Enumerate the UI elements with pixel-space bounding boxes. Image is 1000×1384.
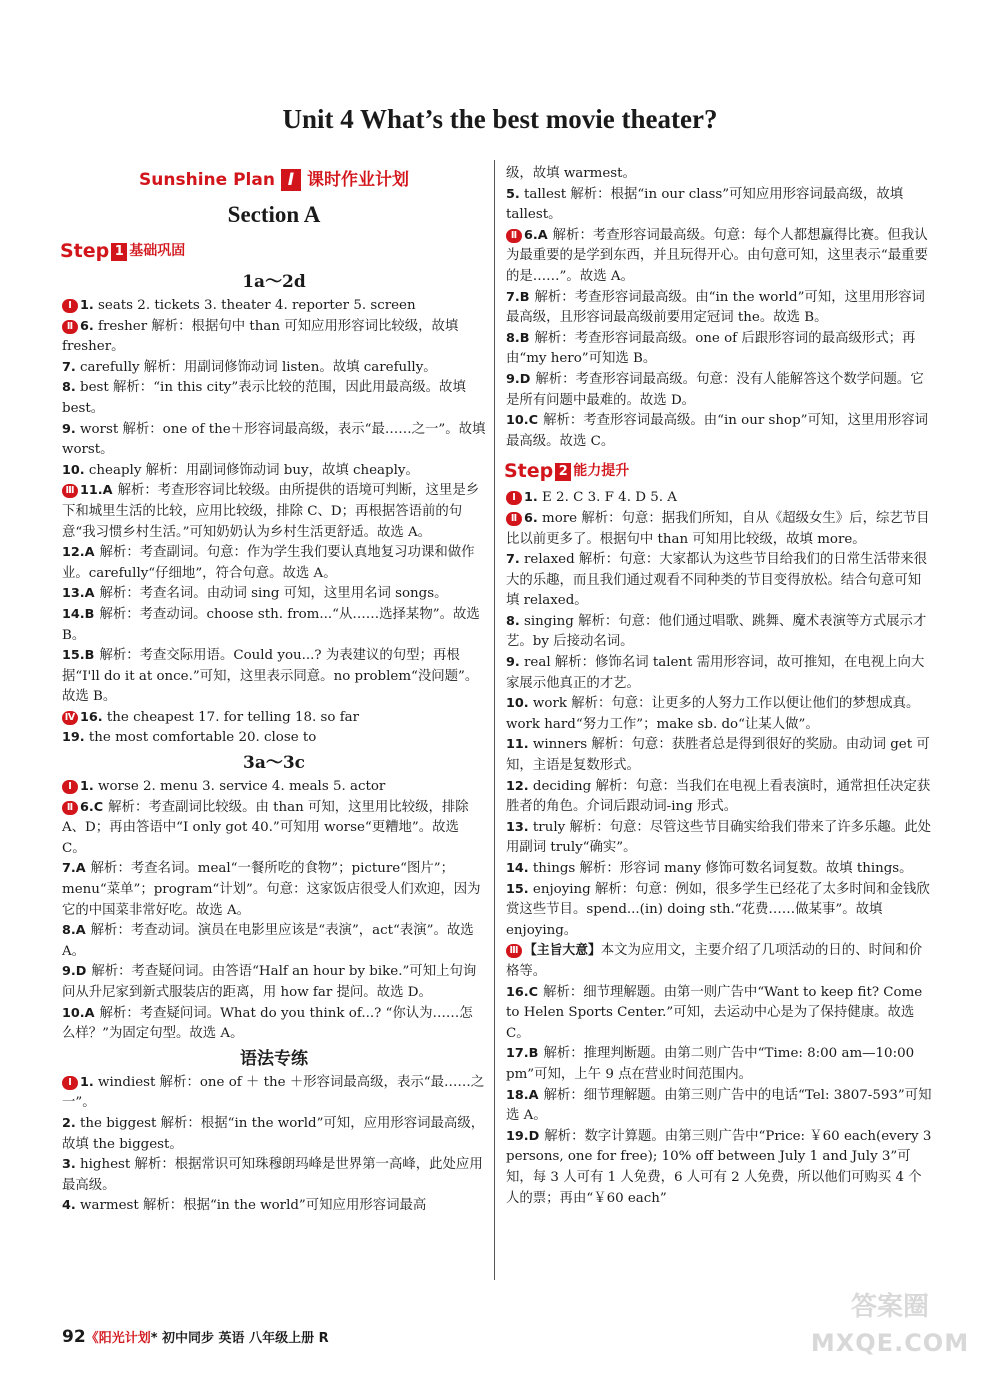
- item-text: 解析：考查名词。由动词 sing 可知，这里用名词 songs。: [99, 586, 448, 602]
- answer-item: [506, 509, 934, 550]
- item-text: 解析：考查形容词最高级。由“in the world”可知，这里用形容词最高级，且形容词最高级前要用定冠词 the。故选 B。: [506, 289, 925, 326]
- footer-brand: 阳光计划: [98, 1331, 151, 1346]
- answer-item: [62, 317, 486, 358]
- item-number: 13.: [62, 586, 85, 602]
- item-number: 9.: [62, 964, 76, 980]
- item-number: 11.: [506, 737, 529, 753]
- answer-item: [506, 859, 934, 880]
- item-text: the cheapest 17. for telling 18. so far: [102, 709, 360, 725]
- answer-item: [62, 420, 486, 461]
- item-number: 10.: [62, 462, 85, 478]
- answer-item: [62, 358, 486, 379]
- item-text: 本文为应用文，主要介绍了几项活动的日的、时间和价格等。: [506, 943, 923, 979]
- answer-key: A: [75, 923, 86, 939]
- item-number: 17.: [506, 1046, 529, 1062]
- answer-item: [506, 1127, 934, 1209]
- step-label: 能力提升: [573, 463, 630, 480]
- item-text: 解析：考查形容词最高级。one of 后跟形容词的最高级形式；再由“my hero”可知选 B。: [506, 330, 916, 367]
- item-number: 16.: [80, 709, 103, 725]
- item-text: fresher 解析：根据句中 than 可知应用形容词比较级，故填 fresher。: [62, 318, 459, 355]
- item-number: 6.: [80, 799, 94, 815]
- item-text: 解析：考查副词。句意：作为学生我们要认真地复习功课和做作业。carefully“仔细地”，符合句意。故选 A。: [62, 545, 475, 581]
- item-number: 14.: [62, 606, 85, 622]
- answer-key: B: [84, 606, 95, 622]
- answer-item: [62, 728, 486, 749]
- answer-item: [62, 543, 486, 584]
- step-word: Step: [60, 240, 110, 262]
- answer-item: [506, 370, 934, 411]
- item-number: 10.: [506, 696, 529, 712]
- answer-item: [62, 777, 486, 798]
- step-word: Step: [504, 460, 554, 483]
- item-number: 12.: [506, 778, 529, 794]
- item-number: 6.: [524, 227, 538, 243]
- answer-item: [62, 708, 486, 729]
- answer-key: D: [528, 1128, 540, 1144]
- answer-key: A: [537, 227, 548, 243]
- item-text: relaxed 解析：句意：大家都认为这些节目给我们的日常生活带来很大的乐趣，而且我们通过观看不同种类的节目变得放松。结合句意可知填 relaxed。: [506, 552, 928, 609]
- answer-key: B: [84, 648, 95, 664]
- left-column: [62, 164, 486, 1217]
- chevron-icon: 《: [85, 1331, 99, 1346]
- item-text: 解析：考查形容词最高级。由“in our shop”可知，这里用形容词最高级。故选 C。: [506, 413, 928, 449]
- answer-item: [506, 612, 934, 653]
- page-title: Unit 4 What’s the best movie theater?: [282, 104, 718, 134]
- watermark-url: MXQE.COM: [810, 1329, 970, 1357]
- item-text: warmest 解析：根据“in the world”可知应用形容词最高: [75, 1198, 427, 1214]
- part-badge: Ⅰ: [506, 491, 522, 505]
- answer-key: C: [93, 799, 104, 815]
- item-text: the most comfortable 20. close to: [84, 730, 317, 746]
- subsection-heading: 3a～3c: [242, 753, 306, 774]
- answer-item: [506, 818, 934, 859]
- answer-item: [62, 859, 486, 921]
- step-header: [60, 236, 486, 266]
- answer-item: [62, 605, 486, 646]
- plan-header-label: 课时作业计划: [306, 170, 409, 190]
- answer-item: [506, 226, 934, 288]
- item-text: 级，故填 warmest。: [506, 166, 636, 181]
- item-text: singing 解析：句意：他们通过唱歌、跳舞、魔术表演等方式展示才艺。by 后接动名词。: [506, 613, 927, 650]
- item-text: 解析：考查动词。演员在电影里应该是“表演”，act“表演”。故选 A。: [62, 923, 474, 959]
- item-number: 19.: [62, 730, 85, 746]
- part-badge: Ⅰ: [62, 299, 78, 313]
- item-text: more 解析：句意：据我们所知，自从《超级女生》后，综艺节目比以前更多了。根据句中 than 可知用比较级，故填 more。: [506, 510, 930, 547]
- part-badge: Ⅱ: [506, 512, 522, 526]
- answer-item: [506, 694, 934, 735]
- answer-item: [62, 1155, 486, 1196]
- item-number: 15.: [506, 881, 529, 897]
- answer-item: [506, 411, 934, 452]
- answer-item: [506, 941, 934, 982]
- watermark: [800, 1278, 980, 1378]
- part-badge: Ⅲ: [62, 484, 78, 498]
- item-text: 解析：考查副词比较级。由 than 可知，这里用比较级，排除 A、D；再由答语中“I only got 40.”可知用 worse“更糟地”。故选 C。: [62, 799, 469, 856]
- item-text: 解析：考查名词。meal“一餐所吃的食物”；picture“图片”；menu“菜单”；program“计划”。句意：这家饭店很受人们欢迎，因为它的中国菜非常好吃。故选 A。: [62, 861, 481, 918]
- footer-book-info: * 初中同步 英语 八年级上册 R: [150, 1331, 329, 1346]
- item-text: 解析：考查交际用语。Could you...? 为表建议的句型；再根据“I'll do it at once.”可知，这里表示同意。no problem“没问题”。故选 B。: [62, 648, 479, 705]
- answer-item: [506, 550, 934, 612]
- item-text: real 解析：修饰名词 talent 需用形容词，故可推知，在电视上向大家展示他真正的才艺。: [506, 655, 925, 691]
- item-text: deciding 解析：句意：当我们在电视上看表演时，通常担任决定获胜者的角色。介词后跟动词-ing 形式。: [506, 778, 931, 815]
- answer-item: [62, 1196, 486, 1217]
- answer-key: B: [528, 1046, 539, 1062]
- item-text: E 2. C 3. F 4. D 5. A: [537, 490, 677, 506]
- answer-key: A: [84, 586, 95, 602]
- item-number: 1.: [524, 490, 538, 506]
- item-text: things 解析：形容词 many 修饰可数名词复数。故填 things。: [528, 861, 913, 876]
- left-content: [62, 236, 486, 1217]
- part-badge: Ⅰ: [62, 780, 78, 794]
- plan-header-brand: Sunshine Plan: [139, 170, 275, 190]
- item-number: 1.: [80, 298, 94, 313]
- item-number: 10.: [62, 1005, 85, 1021]
- plan-header-box: I: [281, 169, 301, 191]
- item-text: winners 解析：句意：获胜者总是得到很好的奖励。由动词 get 可知，主语是复数形式。: [506, 737, 930, 774]
- part-badge: Ⅱ: [62, 801, 78, 815]
- item-number: 10.: [506, 413, 529, 429]
- plan-header: [62, 164, 486, 196]
- item-text: 解析：考查形容词最高级。句意：没有人能解答这个数学问题。它是所有问题中最难的。故选 D。: [506, 371, 924, 408]
- answer-key: A: [84, 1005, 95, 1021]
- item-number: 11.: [80, 483, 103, 499]
- item-text: 解析：细节理解题。由第一则广告中“Want to keep fit? Come to Helen Sports Center.”可知，去运动中心是为了保持健康。故选 C。: [506, 984, 923, 1041]
- part-badge: Ⅳ: [62, 711, 78, 725]
- item-text: truly 解析：句意：尽管这些节目确实给我们带来了许多乐趣。此处用副词 truly“确实”。: [506, 819, 931, 856]
- item-text: 解析：考查疑问词。What do you think of...? “你认为……怎么样？”为固定句型。故选 A。: [62, 1005, 473, 1042]
- answer-item: [62, 646, 486, 708]
- answer-item: [62, 481, 486, 543]
- column-divider: [494, 160, 495, 1280]
- item-text: best 解析：“in this city”表示比较的范围，因此用最高级。故填 best。: [62, 380, 466, 416]
- item-number: 7.: [62, 359, 76, 375]
- answer-item: [62, 584, 486, 605]
- item-number: 6.: [80, 318, 94, 334]
- answer-key: A: [528, 1087, 539, 1103]
- item-text: highest 解析：根据常识可知珠穆朗玛峰是世界第一高峰，此处应用最高级。: [62, 1157, 483, 1193]
- item-number: 14.: [506, 861, 529, 876]
- answer-item: [506, 1044, 934, 1085]
- answer-item: [62, 1073, 486, 1114]
- watermark-text: 答案圈: [850, 1292, 929, 1322]
- step-number: 2: [555, 463, 571, 481]
- answer-key: A: [84, 545, 95, 561]
- part-badge: Ⅱ: [62, 320, 78, 334]
- step-label: 基础巩固: [129, 243, 186, 259]
- item-text: carefully 解析：用副词修饰动词 listen。故填 carefully。: [75, 359, 437, 375]
- answer-key: D: [519, 371, 531, 387]
- item-number: 3.: [62, 1157, 76, 1173]
- item-number: 13.: [506, 819, 529, 835]
- item-number: 4.: [62, 1198, 76, 1214]
- item-text: the biggest 解析：根据“in the world”可知，应用形容词最高级，故填 the biggest。: [62, 1115, 485, 1152]
- item-number: 1.: [80, 1074, 94, 1090]
- item-text: work 解析：句意：让更多的人努力工作以便让他们的梦想成真。work hard“努力工作”；make sb. do“让某人做”。: [506, 696, 920, 732]
- answer-item: [506, 488, 934, 509]
- item-number: 2.: [62, 1115, 76, 1131]
- item-number: 8.: [62, 923, 76, 939]
- item-text: worse 2. menu 3. service 4. meals 5. actor: [93, 779, 386, 795]
- item-number: 8.: [506, 613, 520, 629]
- item-text: windiest 解析：one of ＋ the ＋形容词最高级，表示“最……之一”。: [62, 1074, 485, 1111]
- item-number: 7.: [506, 289, 520, 305]
- item-number: 5.: [506, 186, 520, 202]
- step-number: 1: [111, 243, 127, 261]
- answer-key: D: [75, 964, 87, 980]
- step-header: [504, 456, 934, 486]
- item-text: 解析：考查形容词比较级。由所提供的语境可判断，这里是乡下和城里生活的比较，应用比较级，排除 C、D；再根据答语前的句意“我习惯乡村生活。”可知奶奶认为乡村生活更舒适。故选 A。: [62, 483, 480, 540]
- answer-key: A: [75, 861, 86, 877]
- answer-item: [506, 185, 934, 226]
- answer-item: [62, 1114, 486, 1155]
- section-title: Section A: [227, 202, 321, 227]
- item-number: 19.: [506, 1128, 529, 1144]
- item-text: enjoying 解析：句意：例如，很多学生已经花了太多时间和金钱欣赏这些节目。spend...(in) doing sth.“花费……做某事”。故填 enjoying。: [506, 881, 930, 938]
- item-text: 解析：考查疑问词。由答语“Half an hour by bike.”可知上句询问从升尼家到新式服装店的距离，用 how far 提问。故选 D。: [62, 964, 477, 1000]
- item-number: 1.: [80, 779, 94, 795]
- item-number: 7.: [62, 861, 76, 877]
- item-number: 【主旨大意】: [524, 943, 601, 959]
- subsection-heading: 语法专练: [240, 1048, 308, 1069]
- answer-item: [506, 329, 934, 370]
- part-badge: Ⅲ: [506, 944, 522, 958]
- item-text: seats 2. tickets 3. theater 4. reporter 5. screen: [93, 298, 416, 313]
- answer-item: [62, 962, 486, 1003]
- item-text: 解析：细节理解题。由第三则广告中的电话“Tel: 3807-593”可知选 A。: [506, 1087, 932, 1124]
- answer-key: C: [528, 413, 539, 429]
- item-text: tallest 解析：根据“in our class”可知应用形容词最高级，故填 tallest。: [506, 186, 904, 223]
- answer-item: [506, 288, 934, 329]
- item-number: 8.: [62, 380, 76, 396]
- item-number: 12.: [62, 545, 85, 561]
- item-text: cheaply 解析：用副词修饰动词 buy，故填 cheaply。: [84, 462, 419, 478]
- item-text: 解析：考查形容词最高级。句意：每个人都想赢得比赛。但我认为最重要的是学到东西，并且玩得开心。由句意可知，这里表示“最重要的是……”。故选 A。: [506, 227, 928, 284]
- item-number: 8.: [506, 330, 520, 346]
- part-badge: Ⅱ: [506, 229, 522, 243]
- item-number: 9.: [506, 371, 520, 387]
- answer-item: [506, 735, 934, 776]
- answer-item: [62, 921, 486, 962]
- right-content: [506, 164, 934, 1209]
- item-number: 9.: [506, 655, 520, 671]
- answer-item: [506, 164, 934, 185]
- item-text: 解析：数字计算题。由第三则广告中“Price: ￥60 each(every 3 persons, one for free); 10% off between July 1 and July 3”可知，每 3 人可有 1 人免费，6 人可有 2 人免费，所以他们可购买 4 个人的票；再由“￥60 each”: [506, 1128, 932, 1206]
- item-text: 解析：推理判断题。由第二则广告中“Time: 8:00 am—10:00 pm”可知，上午 9 点在营业时间范围内。: [506, 1046, 915, 1082]
- answer-item: [506, 880, 934, 942]
- answer-item: [506, 983, 934, 1045]
- answer-key: C: [528, 984, 539, 1000]
- answer-item: [62, 1004, 486, 1045]
- part-badge: Ⅰ: [62, 1076, 78, 1090]
- answer-item: [62, 296, 486, 317]
- item-number: 6.: [524, 510, 538, 526]
- item-text: worst 解析：one of the＋形容词最高级，表示“最……之一”。故填 worst。: [62, 421, 486, 458]
- item-number: 9.: [62, 421, 76, 437]
- item-number: 18.: [506, 1087, 529, 1103]
- answer-key: B: [519, 330, 530, 346]
- answer-item: [506, 777, 934, 818]
- page-footer: [62, 1326, 329, 1348]
- answer-item: [62, 378, 486, 419]
- answer-key: B: [519, 289, 530, 305]
- subsection-heading: 1a～2d: [242, 272, 306, 292]
- answer-item: [62, 461, 486, 482]
- answer-item: [506, 1086, 934, 1127]
- answer-key: A: [102, 483, 113, 499]
- answer-item: [62, 798, 486, 860]
- item-number: 16.: [506, 984, 529, 1000]
- item-number: 15.: [62, 648, 85, 664]
- item-text: 解析：考查动词。choose sth. from...“从……选择某物”。故选 B。: [62, 606, 480, 643]
- answer-item: [506, 653, 934, 694]
- right-column: [506, 164, 934, 1209]
- page-number: 92: [62, 1327, 86, 1347]
- item-number: 7.: [506, 552, 520, 568]
